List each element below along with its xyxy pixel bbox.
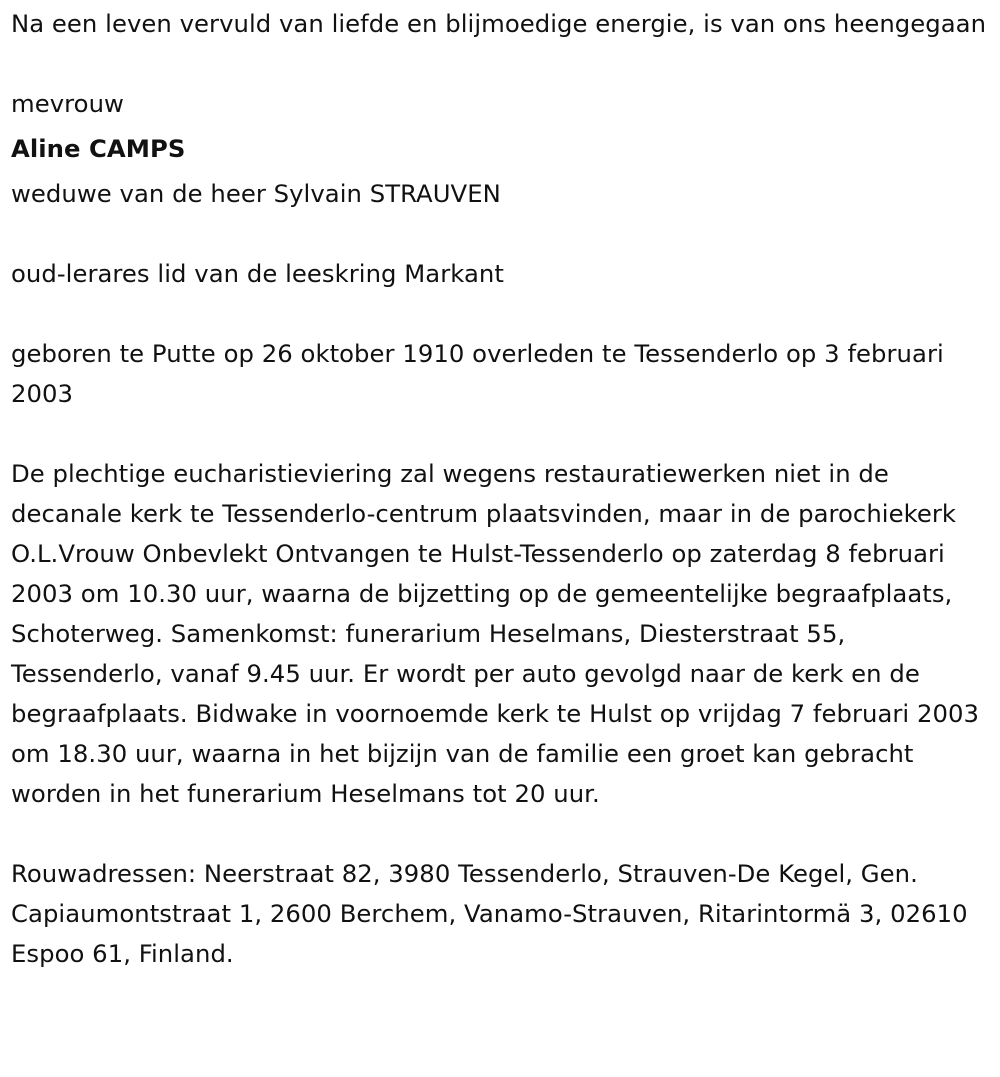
spacer: [11, 44, 990, 84]
spacer: [11, 414, 990, 454]
spacer: [11, 294, 990, 334]
spacer: [11, 214, 990, 254]
honorific: mevrouw: [11, 89, 124, 118]
addresses-text: Rouwadressen: Neerstraat 82, 3980 Tessenderlo, Strauven-De Kegel, Gen. Capiaumontstraat 1, 2600 Berchem, Vanamo-Strauven, Ritarintormä 3, 02610 Espoo 61, Finland.: [11, 859, 968, 968]
occupation-text: oud-lerares lid van de leeskring Markant: [11, 259, 504, 288]
deceased-name: Aline CAMPS: [11, 134, 186, 163]
ceremony-text: De plechtige eucharistieviering zal wegens restauratiewerken niet in de decanale kerk te Tessenderlo-centrum plaatsvinden, maar in de parochiekerk O.L.Vrouw Onbevlekt Ontvangen te Hulst-Tessenderlo op zaterdag 8 februari 2003 om 10.30 uur, waarna de bijzetting op de gemeentelijke begraafplaats, Schoterweg. Samenkomst: funerarium Heselmans, Diesterstraat 55, Tessenderlo, vanaf 9.45 uur. Er wordt per auto gevolgd naar de kerk en de begraafplaats. Bidwake in voornoemde kerk te Hulst op vrijdag 7 februari 2003 om 18.30 uur, waarna in het bijzijn van de familie een groet kan gebracht worden in het funerarium Heselmans tot 20 uur.: [11, 459, 980, 808]
spacer: [11, 814, 990, 854]
relation-text: weduwe van de heer Sylvain STRAUVEN: [11, 179, 501, 208]
intro-text: Na een leven vervuld van liefde en blijmoedige energie, is van ons heengegaan: [11, 9, 987, 38]
birth-death-text: geboren te Putte op 26 oktober 1910 overleden te Tessenderlo op 3 februari 2003: [11, 339, 944, 408]
